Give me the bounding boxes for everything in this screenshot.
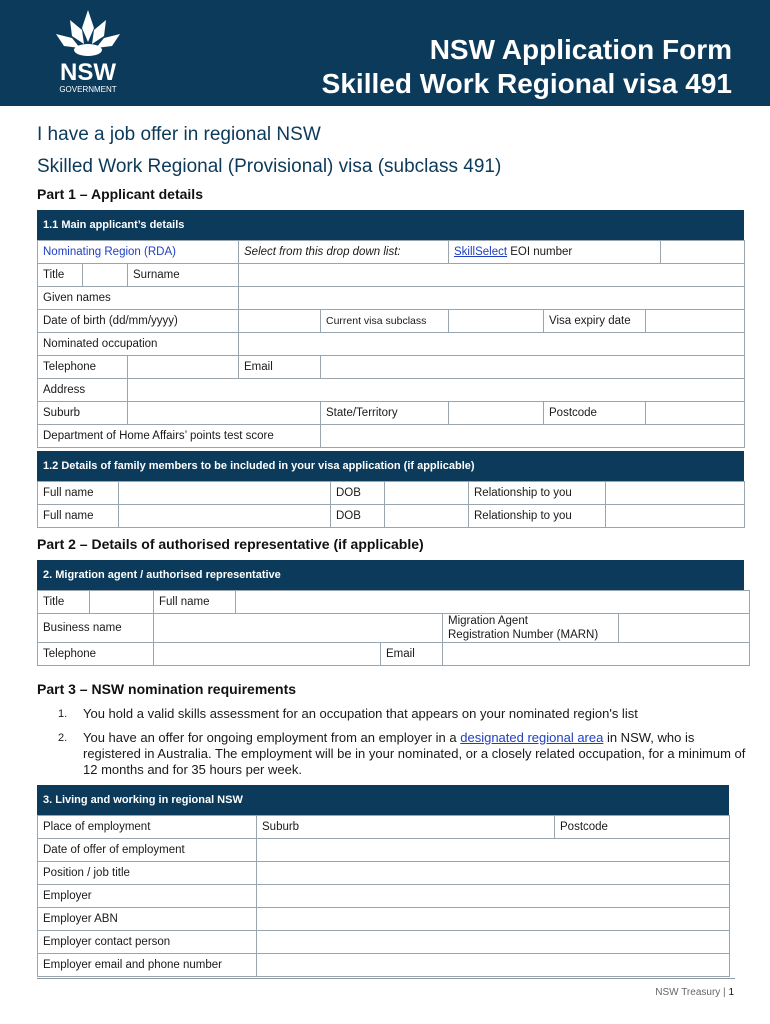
employer-contact-field[interactable] xyxy=(257,931,730,954)
suburb-field[interactable] xyxy=(128,402,321,425)
points-score-field[interactable] xyxy=(321,425,745,448)
occupation-field[interactable] xyxy=(239,333,745,356)
form-title xyxy=(322,33,732,101)
agent-telephone-field[interactable] xyxy=(154,643,381,666)
agent-email-label: Email xyxy=(381,643,443,666)
employer-label: Employer xyxy=(38,885,257,908)
family-dob-field[interactable] xyxy=(385,482,469,505)
telephone-field[interactable] xyxy=(128,356,239,379)
marn-label xyxy=(443,614,619,643)
part2-title: Part 2 – Details of authorised representative (if applicable) xyxy=(37,536,424,552)
form-title-line1: NSW Application Form xyxy=(429,34,732,65)
part1-title: Part 1 – Applicant details xyxy=(37,186,203,202)
current-visa-label: Current visa subclass xyxy=(321,310,449,333)
agent-telephone-label: Telephone xyxy=(38,643,154,666)
section-main-applicant: 1.1 Main applicant’s details xyxy=(37,210,744,240)
page-number: 1 xyxy=(728,987,734,998)
employer-email-phone-label: Employer email and phone number xyxy=(38,954,257,977)
family-row xyxy=(38,482,745,505)
surname-field[interactable] xyxy=(239,264,745,287)
surname-label: Surname xyxy=(128,264,239,287)
logo-text: NSW xyxy=(60,59,116,86)
footer-divider xyxy=(37,978,735,979)
marn-field[interactable] xyxy=(619,614,750,643)
section-living-working: 3. Living and working in regional NSW xyxy=(37,785,729,815)
skillselect-link[interactable]: SkillSelect xyxy=(454,246,508,258)
footer-separator: | xyxy=(720,987,729,998)
points-score-label: Department of Home Affairs’ points test score xyxy=(38,425,321,448)
employer-email-phone-field[interactable] xyxy=(257,954,730,977)
requirement-2-post: in NSW, who is registered in Australia. The employment will be in your nominated, or a closely related occupation, for a minimum of 12 months and for 35 hours per week. xyxy=(83,730,746,777)
title-label: Title xyxy=(38,264,83,287)
dropdown-hint: Select from this drop down list: xyxy=(244,246,401,258)
agent-email-field[interactable] xyxy=(443,643,750,666)
employer-field[interactable] xyxy=(257,885,730,908)
family-fullname-label: Full name xyxy=(38,482,119,505)
marn-label-line2: Registration Number (MARN) xyxy=(448,629,599,641)
page-header xyxy=(0,0,770,106)
visa-expiry-label: Visa expiry date xyxy=(544,310,646,333)
nominating-region-label: Nominating Region (RDA) xyxy=(38,241,239,264)
family-dob-field[interactable] xyxy=(385,505,469,528)
family-relationship-label: Relationship to you xyxy=(469,505,606,528)
position-label: Position / job title xyxy=(38,862,257,885)
nsw-government-logo xyxy=(48,8,128,96)
given-names-label: Given names xyxy=(38,287,239,310)
agent-title-label: Title xyxy=(38,591,90,614)
postcode-label: Postcode xyxy=(544,402,646,425)
employment-postcode-field[interactable] xyxy=(555,816,730,839)
employment-postcode-label: Postcode xyxy=(560,821,608,833)
main-applicant-table xyxy=(37,240,745,310)
family-fullname-field[interactable] xyxy=(119,505,331,528)
family-dob-label: DOB xyxy=(331,482,385,505)
current-visa-field[interactable] xyxy=(449,310,544,333)
suburb-label: Suburb xyxy=(38,402,128,425)
employer-abn-label: Employer ABN xyxy=(38,908,257,931)
requirement-1-number: 1. xyxy=(58,708,68,720)
dob-visa-table xyxy=(37,309,745,356)
family-dob-label: DOB xyxy=(331,505,385,528)
requirement-2-pre: You have an offer for ongoing employment from an employer in a xyxy=(83,730,461,745)
position-field[interactable] xyxy=(257,862,730,885)
marn-label-line1: Migration Agent xyxy=(448,615,528,627)
family-fullname-field[interactable] xyxy=(119,482,331,505)
agent-fullname-field[interactable] xyxy=(236,591,750,614)
agent-table xyxy=(37,590,750,666)
email-label: Email xyxy=(239,356,321,379)
footer-org: NSW Treasury xyxy=(655,987,721,998)
agent-fullname-label: Full name xyxy=(154,591,236,614)
family-relationship-field[interactable] xyxy=(606,482,745,505)
date-offer-label: Date of offer of employment xyxy=(38,839,257,862)
employment-table xyxy=(37,815,730,977)
state-label: State/Territory xyxy=(321,402,449,425)
family-relationship-label: Relationship to you xyxy=(469,482,606,505)
section-migration-agent: 2. Migration agent / authorised representative xyxy=(37,560,744,590)
requirement-1-text: You hold a valid skills assessment for an occupation that appears on your nominated region's list xyxy=(83,706,638,721)
visa-heading: Skilled Work Regional (Provisional) visa (subclass 491) xyxy=(37,156,502,177)
family-row xyxy=(38,505,745,528)
email-field[interactable] xyxy=(321,356,745,379)
offer-heading: I have a job offer in regional NSW xyxy=(37,124,321,145)
section-family-members: 1.2 Details of family members to be included in your visa application (if applicable) xyxy=(37,451,744,481)
date-offer-field[interactable] xyxy=(257,839,730,862)
business-name-field[interactable] xyxy=(154,614,443,643)
postcode-field[interactable] xyxy=(646,402,745,425)
place-employment-label: Place of employment xyxy=(38,816,257,839)
state-field[interactable] xyxy=(449,402,544,425)
business-name-label: Business name xyxy=(38,614,154,643)
logo-subtext: GOVERNMENT xyxy=(59,85,117,94)
telephone-label: Telephone xyxy=(38,356,128,379)
title-field[interactable] xyxy=(83,264,128,287)
form-title-line2: Skilled Work Regional visa 491 xyxy=(321,68,732,99)
eoi-number-label xyxy=(449,241,661,264)
family-members-table xyxy=(37,481,745,528)
visa-expiry-field[interactable] xyxy=(646,310,745,333)
dob-field[interactable] xyxy=(239,310,321,333)
address-label: Address xyxy=(38,379,128,402)
requirement-2-text xyxy=(83,730,753,778)
address-field[interactable] xyxy=(128,379,745,402)
family-fullname-label: Full name xyxy=(38,505,119,528)
region-dropdown[interactable] xyxy=(239,241,449,264)
family-relationship-field[interactable] xyxy=(606,505,745,528)
occupation-label: Nominated occupation xyxy=(38,333,239,356)
eoi-number-field[interactable] xyxy=(661,241,745,264)
page-footer xyxy=(655,987,734,998)
employer-contact-label: Employer contact person xyxy=(38,931,257,954)
given-names-field[interactable] xyxy=(239,287,745,310)
employment-suburb-label: Suburb xyxy=(262,821,300,833)
employment-suburb-field[interactable] xyxy=(257,816,555,839)
part3-title: Part 3 – NSW nomination requirements xyxy=(37,681,297,697)
eoi-number-text: EOI number xyxy=(507,246,573,258)
agent-title-field[interactable] xyxy=(90,591,154,614)
requirement-2-number: 2. xyxy=(58,732,68,744)
employer-abn-field[interactable] xyxy=(257,908,730,931)
dob-label: Date of birth (dd/mm/yyyy) xyxy=(38,310,239,333)
designated-regional-area-link[interactable]: designated regional area xyxy=(460,730,604,745)
contact-table xyxy=(37,355,745,448)
